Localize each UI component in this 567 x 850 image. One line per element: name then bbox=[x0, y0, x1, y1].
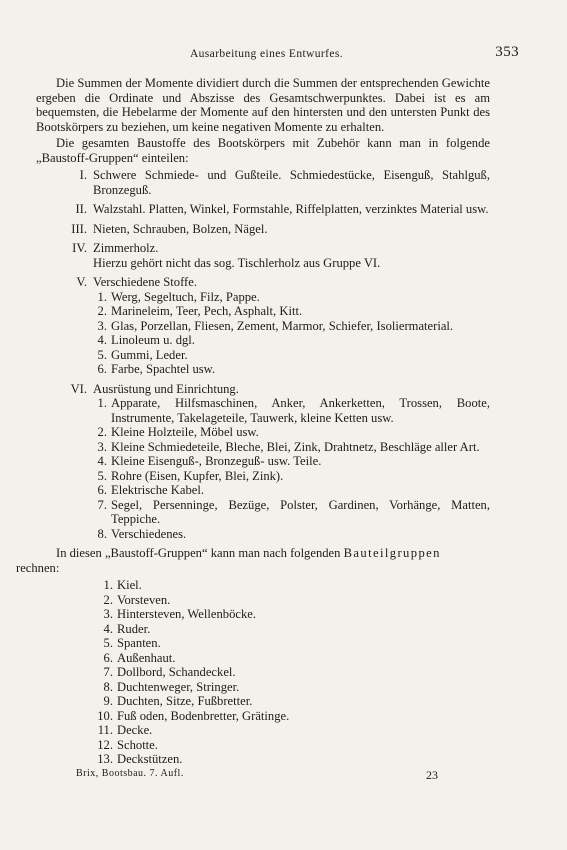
group-item-text: Kleine Eisenguß-, Bronzeguß- usw. Teile. bbox=[111, 454, 322, 468]
component-group-item bbox=[93, 709, 490, 724]
page-body bbox=[16, 76, 490, 767]
component-name: Decke. bbox=[117, 723, 153, 737]
group-item bbox=[93, 527, 490, 542]
component-number: 11. bbox=[97, 723, 113, 737]
parts-intro-lead: In diesen „Baustoff-Gruppen“ kann man nach folgenden bbox=[56, 546, 341, 560]
group-item-number: 1. bbox=[97, 396, 107, 410]
group-item-text: Kleine Holzteile, Möbel usw. bbox=[111, 425, 259, 439]
group-item bbox=[93, 483, 490, 498]
group-item-text: Gummi, Leder. bbox=[111, 347, 188, 362]
component-number: 6. bbox=[103, 650, 113, 665]
group-title: Zimmerholz. bbox=[93, 241, 159, 255]
group-item-text: Segel, Persenninge, Bezüge, Polster, Gardinen, Vorhänge, Matten, Teppiche. bbox=[111, 497, 490, 526]
running-title: Ausarbeitung eines Entwurfes. bbox=[189, 48, 344, 60]
component-group-item bbox=[93, 694, 490, 709]
group-item bbox=[93, 454, 490, 469]
component-group-item bbox=[93, 680, 490, 695]
material-groups-list bbox=[36, 168, 490, 541]
book-reference: Brix, Bootsbau. 7. Aufl. bbox=[76, 768, 184, 779]
group-title: Verschiedene Stoffe. bbox=[93, 275, 197, 289]
component-group-item bbox=[93, 636, 490, 651]
group-note: Hierzu gehört nicht das sog. Tischlerholz aus Gruppe VI. bbox=[93, 255, 381, 270]
group-content bbox=[93, 168, 490, 197]
component-number: 9. bbox=[103, 694, 113, 708]
group-item-text: Kleine Schmiedeteile, Bleche, Blei, Zink, Drahtnetz, Beschläge aller Art. bbox=[111, 439, 480, 454]
group-item-number: 2. bbox=[97, 304, 107, 318]
material-group bbox=[36, 382, 490, 542]
component-group-item bbox=[93, 723, 490, 738]
component-number: 2. bbox=[103, 592, 113, 607]
group-item-text: Farbe, Spachtel usw. bbox=[111, 362, 216, 376]
group-item bbox=[93, 425, 490, 440]
group-content bbox=[93, 241, 490, 270]
group-item-number: 7. bbox=[97, 497, 107, 512]
component-number: 8. bbox=[103, 679, 113, 694]
group-number: II. bbox=[75, 202, 87, 216]
material-group bbox=[36, 241, 490, 270]
component-number: 12. bbox=[97, 737, 113, 752]
component-number: 1. bbox=[103, 578, 113, 592]
group-title: Ausrüstung und Einrichtung. bbox=[93, 381, 239, 396]
group-item-number: 1. bbox=[97, 289, 107, 304]
component-name: Spanten. bbox=[117, 636, 161, 650]
component-number: 13. bbox=[97, 752, 113, 766]
group-content bbox=[93, 222, 490, 237]
group-number: V. bbox=[76, 275, 87, 289]
group-item-number: 4. bbox=[97, 454, 107, 468]
page-number: 353 bbox=[495, 44, 519, 60]
group-content bbox=[93, 275, 490, 377]
group-item-number: 6. bbox=[97, 483, 107, 497]
component-groups-list bbox=[93, 578, 490, 767]
group-item bbox=[93, 396, 490, 425]
component-group-item bbox=[93, 622, 490, 637]
component-name: Duchtenweger, Stringer. bbox=[117, 679, 240, 694]
component-name: Kiel. bbox=[117, 578, 142, 592]
group-item bbox=[93, 333, 490, 348]
group-number: III. bbox=[71, 221, 87, 236]
group-item-number: 5. bbox=[97, 347, 107, 362]
group-item bbox=[93, 319, 490, 334]
component-name: Fuß oden, Bodenbretter, Grätinge. bbox=[117, 708, 290, 723]
group-number: VI. bbox=[70, 381, 87, 396]
group-item-number: 8. bbox=[97, 526, 107, 541]
component-name: Vorsteven. bbox=[117, 592, 171, 607]
group-item-text: Linoleum u. dgl. bbox=[111, 333, 195, 347]
material-group bbox=[36, 202, 490, 217]
group-item-text: Elektrische Kabel. bbox=[111, 483, 205, 497]
page-footer bbox=[76, 768, 438, 782]
group-item-number: 5. bbox=[97, 468, 107, 483]
component-name: Schotte. bbox=[117, 737, 158, 752]
material-group bbox=[36, 275, 490, 377]
material-group bbox=[36, 222, 490, 237]
group-item-text: Glas, Porzellan, Fliesen, Zement, Marmor, Schiefer, Isoliermaterial. bbox=[111, 318, 454, 333]
group-item bbox=[93, 290, 490, 305]
group-item-text: Apparate, Hilfsmaschinen, Anker, Ankerketten, Trossen, Boote, Instrumente, Takelageteile, Tauwerk, kleine Ketten usw. bbox=[111, 396, 490, 425]
component-name: Deckstützen. bbox=[117, 752, 183, 766]
group-item bbox=[93, 498, 490, 527]
group-item-number: 3. bbox=[97, 439, 107, 454]
group-item bbox=[93, 362, 490, 377]
material-group bbox=[36, 168, 490, 197]
component-number: 5. bbox=[103, 636, 113, 650]
group-item-number: 6. bbox=[97, 362, 107, 376]
component-group-item bbox=[93, 665, 490, 680]
component-name: Ruder. bbox=[117, 621, 151, 636]
group-item-number: 2. bbox=[97, 425, 107, 439]
component-group-item bbox=[93, 593, 490, 608]
group-item bbox=[93, 469, 490, 484]
paragraph: Die gesamten Baustoffe des Bootskörpers mit Zubehör kann man in folgende „Baustoff-Gruppen“ einteilen: bbox=[36, 136, 490, 165]
paragraph: Die Summen der Momente dividiert durch die Summen der entsprechenden Gewichte ergeben die Ordinate und Abszisse des Gesamtschwerpunktes. Dabei ist es am bequemsten, die Hebelarme der Momente auf den hintersten und den untersten Punkt des Bootskörpers zu beziehen, um keine negativen Momente zu erhalten. bbox=[36, 76, 490, 134]
signature-mark: 23 bbox=[426, 768, 438, 782]
group-title: Nieten, Schrauben, Bolzen, Nägel. bbox=[93, 221, 268, 236]
group-item-text: Verschiedenes. bbox=[111, 526, 187, 541]
component-name: Außenhaut. bbox=[117, 650, 176, 665]
parts-intro-paragraph bbox=[16, 546, 490, 575]
group-item-text: Rohre (Eisen, Kupfer, Blei, Zink). bbox=[111, 468, 284, 483]
group-item-number: 3. bbox=[97, 318, 107, 333]
component-name: Hintersteven, Wellenböcke. bbox=[117, 607, 256, 621]
component-number: 3. bbox=[103, 607, 113, 621]
component-number: 10. bbox=[97, 708, 113, 723]
group-number: I. bbox=[79, 168, 87, 182]
group-content bbox=[93, 382, 490, 542]
group-title: Walzstahl. Platten, Winkel, Formstahle, Riffelplatten, verzinktes Material usw. bbox=[93, 202, 489, 216]
group-title: Schwere Schmiede- und Gußteile. Schmiedestücke, Eisenguß, Stahlguß, Bronzeguß. bbox=[93, 168, 490, 197]
group-item bbox=[93, 304, 490, 319]
component-name: Duchten, Sitze, Fußbretter. bbox=[117, 694, 253, 708]
group-item-text: Werg, Segeltuch, Filz, Pappe. bbox=[111, 289, 260, 304]
component-group-item bbox=[93, 651, 490, 666]
group-item bbox=[93, 348, 490, 363]
component-number: 4. bbox=[103, 621, 113, 636]
parts-intro-tail: rechnen: bbox=[16, 560, 60, 575]
component-group-item bbox=[93, 607, 490, 622]
component-group-item bbox=[93, 738, 490, 753]
component-group-item bbox=[93, 578, 490, 593]
component-group-item bbox=[93, 752, 490, 767]
parts-intro-emphasis: Bauteilgruppen bbox=[343, 546, 441, 560]
group-item bbox=[93, 440, 490, 455]
group-item-text: Marineleim, Teer, Pech, Asphalt, Kitt. bbox=[111, 304, 303, 318]
component-name: Dollbord, Schandeckel. bbox=[117, 665, 236, 679]
group-item-number: 4. bbox=[97, 333, 107, 347]
group-number: IV. bbox=[72, 241, 87, 255]
group-content bbox=[93, 202, 490, 217]
component-number: 7. bbox=[103, 665, 113, 679]
